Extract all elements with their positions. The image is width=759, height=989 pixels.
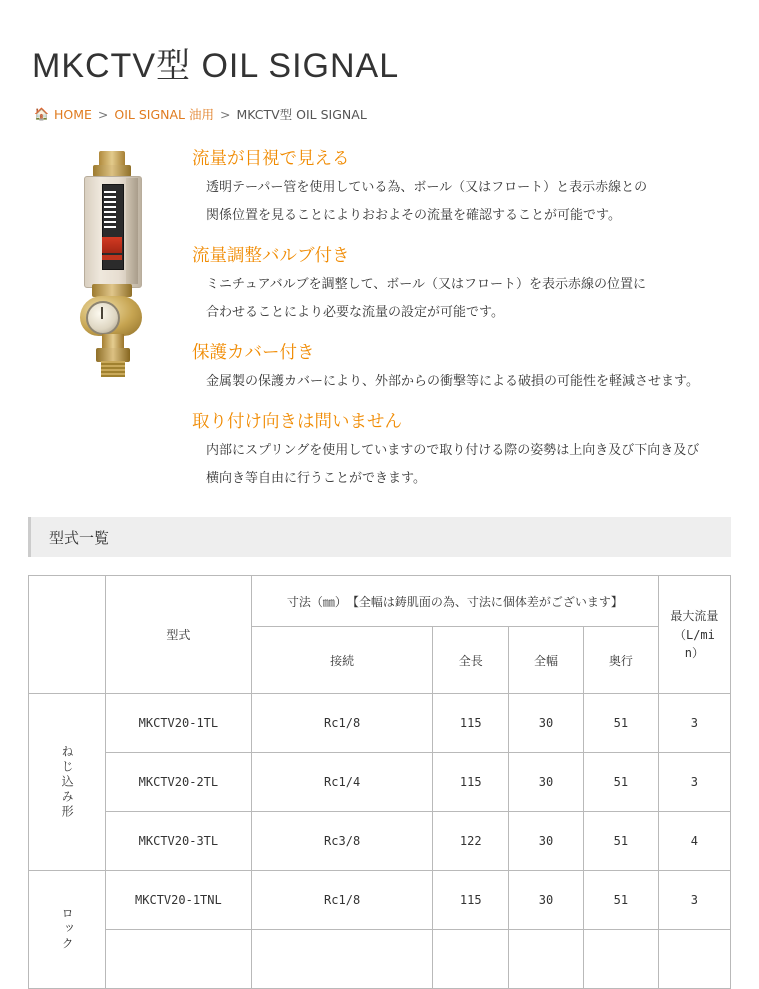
feature-list <box>178 141 731 495</box>
cell-total-width: 30 <box>509 871 584 930</box>
device-red-indicator-line <box>102 237 122 253</box>
feature-heading-2: 流量調整バルブ付き <box>192 246 350 267</box>
header-connection: 接続 <box>251 627 433 694</box>
header-max-flow-line-3: n） <box>684 646 705 661</box>
header-model: 型式 <box>105 576 251 694</box>
breadcrumb-separator-2: > <box>219 106 231 122</box>
cell-depth: 51 <box>583 753 658 812</box>
cell-total-length: 122 <box>433 812 509 871</box>
cell-depth: 51 <box>583 812 658 871</box>
device-scale-marks <box>104 191 116 231</box>
cell-total-length-next <box>433 930 509 989</box>
breadcrumb <box>34 105 731 123</box>
cell-model: MKCTV20-2TL <box>105 753 251 812</box>
header-total-width: 全幅 <box>509 627 584 694</box>
section-header-model-list <box>28 517 731 557</box>
device-side-strip <box>126 178 138 284</box>
cell-depth-next <box>583 930 658 989</box>
feature-text-1-line-1: 透明テーパー管を使用している為、ボール（又はフロート）と表示赤線との <box>206 180 648 195</box>
cell-depth: 51 <box>583 871 658 930</box>
cell-max-flow: 3 <box>658 871 730 930</box>
cell-max-flow: 4 <box>658 812 730 871</box>
feature-text-1-line-2: 関係位置を見ることによりおおよその流量を確認することが可能です。 <box>206 208 621 224</box>
header-depth: 奥行 <box>583 627 658 694</box>
home-icon: 🏠 <box>34 107 49 121</box>
header-max-flow <box>658 576 730 694</box>
cell-connection: Rc1/8 <box>251 871 433 930</box>
oil-signal-device-illustration <box>68 151 158 391</box>
group-label-lock-type: ロック <box>29 871 106 989</box>
table-row-partial <box>29 930 731 989</box>
breadcrumb-separator-1: > <box>97 106 109 122</box>
device-bottom-nut <box>96 348 130 362</box>
cell-depth: 51 <box>583 694 658 753</box>
cell-model: MKCTV20-3TL <box>105 812 251 871</box>
page-title: MKCTV型 OIL SIGNAL <box>32 47 400 85</box>
feature-heading-3: 保護カバー付き <box>192 343 315 364</box>
feature-text-4-line-2: 横向き等自由に行うことができます。 <box>206 471 426 487</box>
spec-table <box>28 575 731 989</box>
cell-max-flow: 3 <box>658 753 730 812</box>
cell-connection: Rc1/8 <box>251 694 433 753</box>
feature-text-2-line-2: 合わせることにより必要な流量の設定が可能です。 <box>206 305 504 321</box>
table-row <box>29 871 731 930</box>
feature-text-4-line-1: 内部にスプリングを使用していますので取り付ける際の姿勢は上向き及び下向き及び <box>206 443 700 459</box>
header-max-flow-line-2: （L/mi <box>673 627 715 642</box>
content-row <box>28 141 731 495</box>
cell-model: MKCTV20-1TL <box>105 694 251 753</box>
cell-max-flow-next <box>658 930 730 989</box>
cell-total-width: 30 <box>509 753 584 812</box>
feature-heading-1: 流量が目視で見える <box>192 149 350 169</box>
table-row <box>29 753 731 812</box>
feature-text-3-line-1: 金属製の保護カバーにより、外部からの衝撃等による破損の可能性を軽減させます。 <box>206 374 699 390</box>
breadcrumb-home-link[interactable]: HOME <box>53 106 92 122</box>
device-bottom-thread <box>101 361 125 377</box>
cell-connection-next <box>251 930 433 989</box>
cell-total-width: 30 <box>509 694 584 753</box>
cell-total-width: 30 <box>509 812 584 871</box>
table-row <box>29 694 731 753</box>
header-side-spacer <box>29 576 106 694</box>
cell-model: MKCTV20-1TNL <box>105 871 251 930</box>
cell-connection: Rc1/4 <box>251 753 433 812</box>
feature-text-2-line-1: ミニチュアバルブを調整して、ボール（又はフロート）を表示赤線の位置に <box>206 277 647 293</box>
table-header-row-1 <box>29 576 731 627</box>
feature-heading-4: 取り付け向きは問いません <box>192 412 402 433</box>
page-container <box>0 38 759 953</box>
header-total-length: 全長 <box>433 627 509 694</box>
device-valve-dial <box>86 301 120 335</box>
group-label-screw-type: ねじ込み形 <box>29 694 106 871</box>
section-title: 型式一覧 <box>49 528 110 547</box>
cell-max-flow: 3 <box>658 694 730 753</box>
cell-total-width-next <box>509 930 584 989</box>
breadcrumb-category-link[interactable]: OIL SIGNAL 油用 <box>114 107 214 122</box>
cell-total-length: 115 <box>433 753 509 812</box>
breadcrumb-current: MKCTV型 OIL SIGNAL <box>236 107 367 122</box>
product-image <box>28 141 178 401</box>
table-row <box>29 812 731 871</box>
cell-model-next <box>105 930 251 989</box>
cell-connection: Rc3/8 <box>251 812 433 871</box>
header-max-flow-line-1: 最大流量 <box>670 608 719 623</box>
cell-total-length: 115 <box>433 694 509 753</box>
cell-total-length: 115 <box>433 871 509 930</box>
device-red-indicator-line-2 <box>102 255 122 260</box>
header-dimensions-group: 寸法（㎜） 【全幅は鋳肌面の為、寸法に個体差がございます】 <box>251 576 658 627</box>
